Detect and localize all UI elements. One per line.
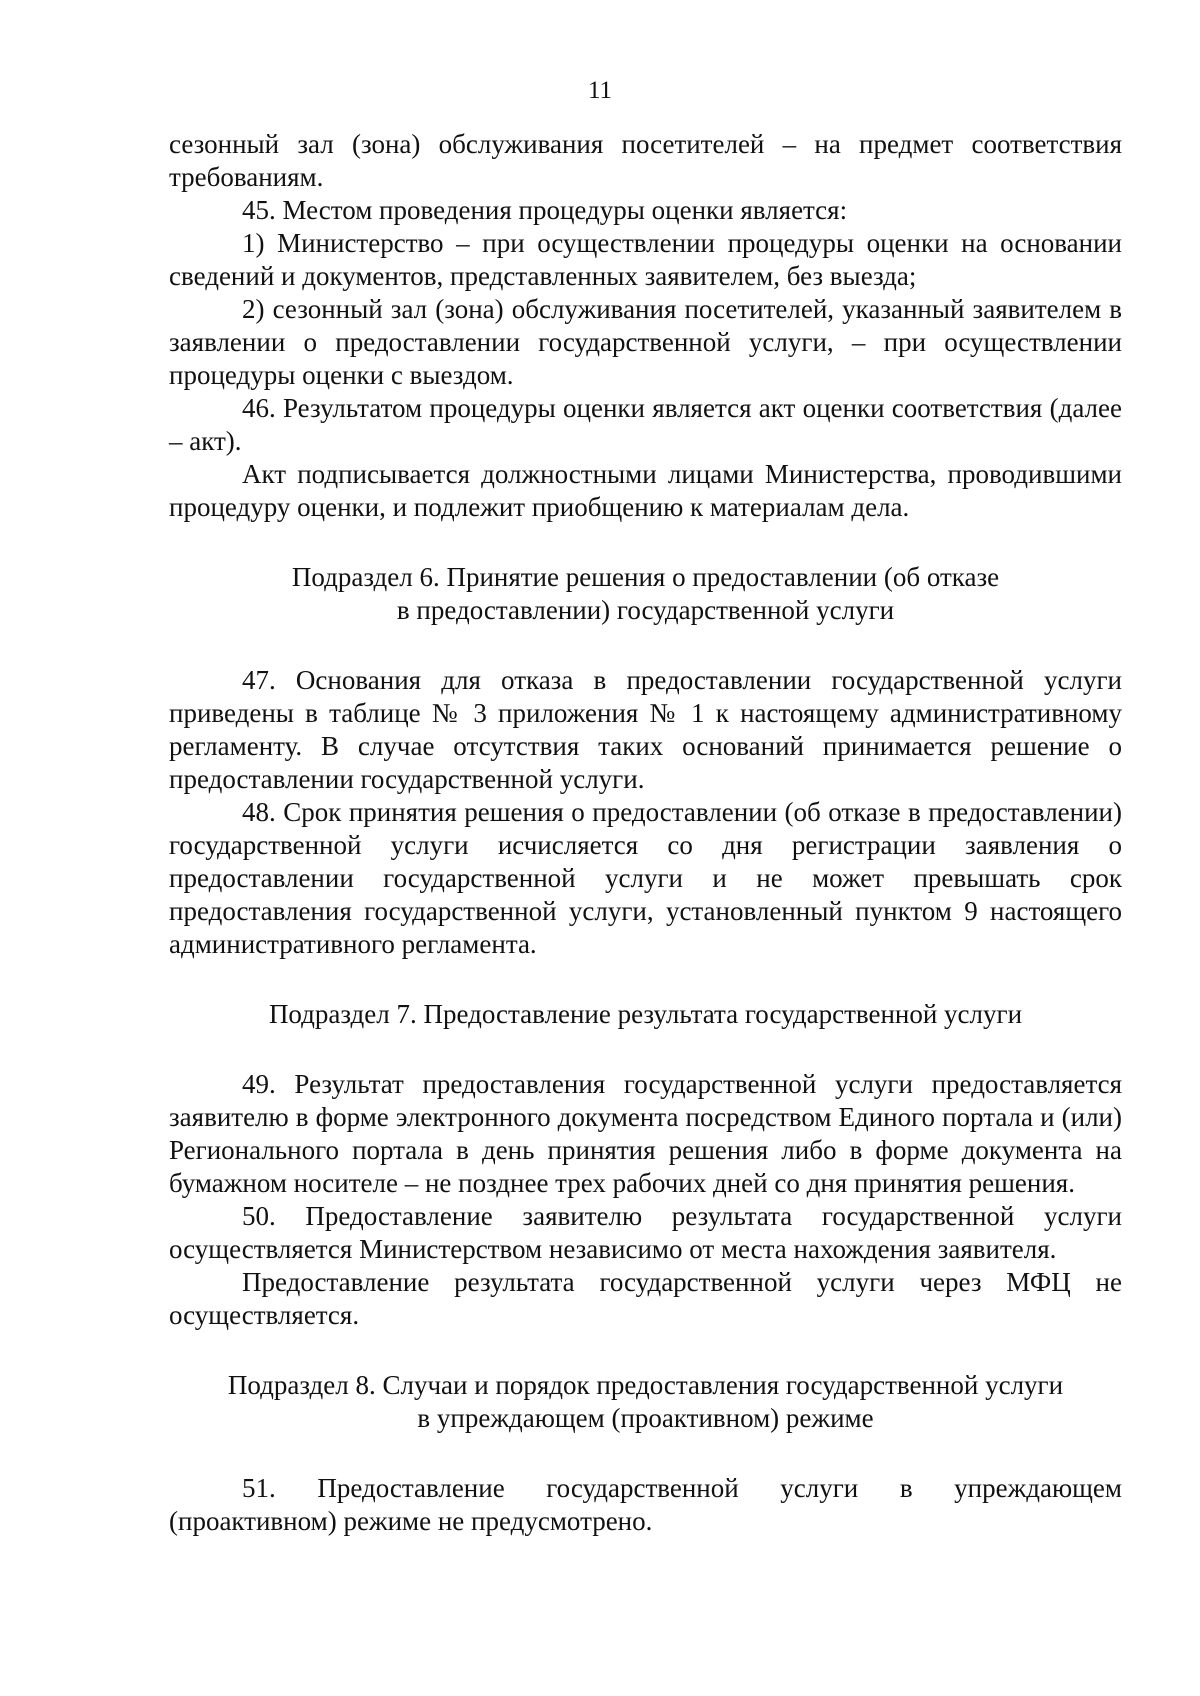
section-heading-6	[169, 561, 1122, 627]
section-heading-7-line-1: Подраздел 7. Предоставление результата государственной услуги	[268, 999, 1023, 1029]
paragraph-item-45-1: 1) Министерство – при осуществлении процедуры оценки на основании сведений и документов, представленных заявителем, без выезда;	[169, 228, 1122, 291]
paragraph-item-49: 49. Результат предоставления государственной услуги предоставляется заявителю в форме электронного документа посредством Единого портала и (или) Регионального портала в день принятия решения либо в форме документа на бумажном носителе – не позднее трех рабочих дней со дня принятия решения.	[169, 1069, 1122, 1198]
paragraph-item-47: 47. Основания для отказа в предоставлении государственной услуги приведены в таблице № 3 приложения № 1 к настоящему административному регламенту. В случае отсутствия таких оснований принимается решение о предоставлении государственной услуги.	[169, 665, 1122, 794]
paragraph-act-signing: Акт подписывается должностными лицами Министерства, проводившими процедуру оценки, и подлежит приобщению к материалам дела.	[169, 459, 1122, 522]
paragraph: сезонный зал (зона) обслуживания посетителей – на предмет соответствия требованиям.	[169, 129, 1122, 192]
paragraph-mfc: Предоставление результата государственной услуги через МФЦ не осуществляется.	[169, 1267, 1122, 1330]
paragraph-item-45-2: 2) сезонный зал (зона) обслуживания посетителей, указанный заявителем в заявлении о предоставлении государственной услуги, – при осуществлении процедуры оценки с выездом.	[169, 294, 1122, 390]
paragraph-item-48: 48. Срок принятия решения о предоставлении (об отказе в предоставлении) государственной услуги исчисляется со дня регистрации заявления о предоставлении государственной услуги и не может превышать срок предоставления государственной услуги, установленный пунктом 9 настоящего административного регламента.	[169, 797, 1122, 959]
section-heading-6-line-1: Подраздел 6. Принятие решения о предоставлении (об отказе	[291, 562, 1000, 592]
document-body	[169, 128, 1122, 1538]
section-heading-7	[169, 998, 1122, 1031]
section-heading-6-line-2: в предоставлении) государственной услуги	[396, 595, 895, 625]
section-heading-8-line-1: Подраздел 8. Случаи и порядок предоставления государственной услуги	[227, 1370, 1064, 1400]
paragraph-item-51: 51. Предоставление государственной услуги в упреждающем (проактивном) режиме не предусмотрено.	[169, 1473, 1122, 1536]
page-number: 11	[587, 77, 613, 104]
paragraph-item-45: 45. Местом проведения процедуры оценки является:	[242, 195, 848, 225]
paragraph-item-50: 50. Предоставление заявителю результата государственной услуги осуществляется Министерством независимо от места нахождения заявителя.	[169, 1201, 1122, 1264]
section-heading-8-line-2: в упреждающем (проактивном) режиме	[417, 1403, 874, 1433]
paragraph-item-46: 46. Результатом процедуры оценки является акт оценки соответствия (далее – акт).	[169, 393, 1122, 456]
section-heading-8	[169, 1369, 1122, 1435]
